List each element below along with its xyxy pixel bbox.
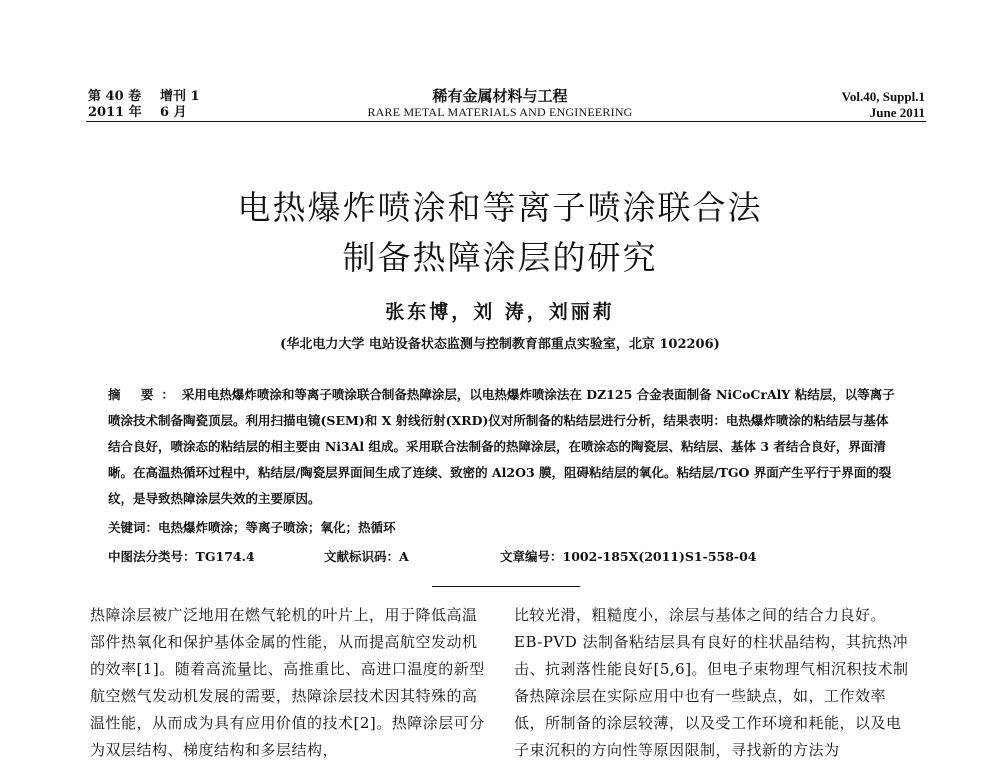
volume-en: Vol.40, Suppl.1 [841,89,925,104]
clc-label: 中图法分类号： [108,549,196,564]
clc-value: TG174.4 [195,549,255,564]
title-line-2: 制备热障涂层的研究 [342,238,658,277]
article-number [500,547,757,565]
document-code [324,547,409,565]
abstract-text: 采用电热爆炸喷涂和等离子喷涂联合制备热障涂层，以电热爆炸喷涂法在 DZ125 合金表面制备 NiCoCrAlY 粘结层，以等离子喷涂技术制备陶瓷顶层。利用扫描电镜(SEM)和 X 射线衍射(XRD)仪对所制备的粘结层进行分析，结果表明：电热爆炸喷涂的粘结层与基体结合良好，喷涂态的粘结层的相主要由 Ni3Al 组成。采用联合法制备的热障涂层，在喷涂态的陶瓷层、粘结层、基体 3 者结合良好，界面清晰。在高温热循环过程中，粘结层/陶瓷层界面间生成了连续、致密的 Al2O3 膜，阻碍粘结层的氧化。粘结层/TGO 界面产生平行于界面的裂纹，是导致热障涂层失效的主要原因。 [108,387,895,506]
authors: 张东博，刘 涛，刘丽莉 [385,301,615,323]
title-line-1: 电热爆炸喷涂和等离子喷涂联合法 [237,188,763,227]
body-column-right [514,602,914,764]
keywords [108,518,396,536]
affiliation: (华北电力大学 电站设备状态监测与控制教育部重点实验室，北京 102206) [280,337,720,352]
paper-title [0,183,1000,283]
article-value: 1002-185X(2011)S1-558-04 [562,549,757,564]
abstract [108,382,898,512]
journal-name-en: RARE METAL MATERIALS AND ENGINEERING [367,105,633,119]
volume: 第 40 卷 [88,89,142,104]
doc-value: A [399,549,409,564]
doc-label: 文献标识码： [324,549,400,564]
body-column-left [90,602,490,764]
article-label: 文章编号： [500,549,563,564]
keywords-label: 关键词： [108,520,159,535]
body-paragraph-right: 比较光滑，粗糙度小，涂层与基体之间的结合力良好。EB-PVD 法制备粘结层具有良好的柱状晶结构，其抗热冲击、抗剥落性能良好[5,6]。但电子束物理气相沉积技术制备热障涂层在实际应用中也有一些缺点，如，工作效率低，所制备的涂层较薄，以及受工作环境和耗能，以及电子束沉积的方向性等原因限制，寻找新的方法为 [514,606,909,759]
month: 6 月 [160,105,187,120]
abstract-label: 摘 要： [108,387,182,402]
body-paragraph-left: 热障涂层被广泛地用在燃气轮机的叶片上，用于降低高温部件热氧化和保护基体金属的性能，从而提高航空发动机的效率[1]。随着高流量比、高推重比、高进口温度的新型航空燃气发动机发展的需要，热障涂层技术因其特殊的高温性能，从而成为具有应用价值的技术[2]。热障涂层可分为双层结构、梯度结构和多层结构， [90,606,485,759]
year: 2011 年 [88,105,142,120]
issue: 增刊 1 [160,89,200,104]
date-en: June 2011 [869,105,925,120]
header-right [842,89,925,121]
header-rule [86,121,926,122]
journal-name-cn: 稀有金属材料与工程 [432,87,568,105]
section-divider [432,586,580,587]
clc-code [108,547,255,565]
keywords-text: 电热爆炸喷涂；等离子喷涂；氧化；热循环 [158,520,396,535]
